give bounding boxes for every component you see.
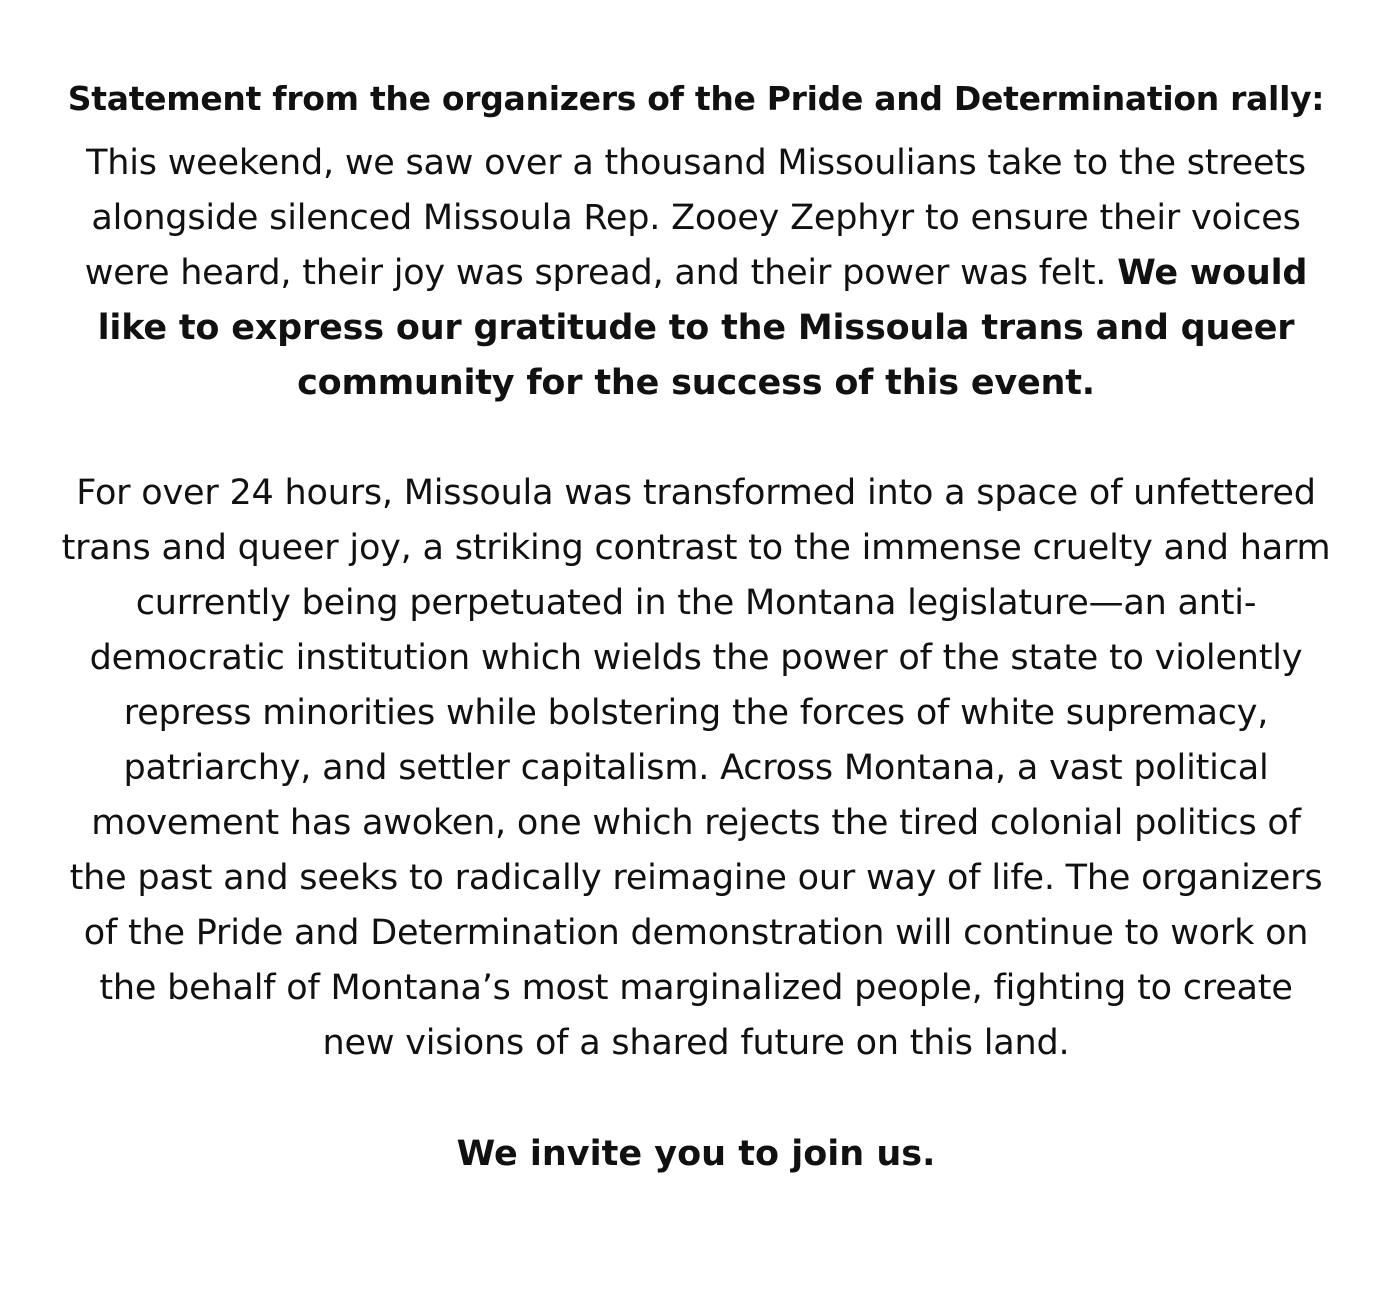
paragraph-gratitude-text: This weekend, we saw over a thousand Missoulians take to the streets alongside silenced Missoula Rep. Zooey Zephyr to ensure their voices were heard, their joy was spread, and their power was felt.: [84, 143, 1306, 293]
statement-title: Statement from the organizers of the Pride and Determination rally:: [67, 79, 1325, 118]
paragraph-gratitude: [61, 136, 1331, 411]
paragraph-gratitude-emphasis: We would like to express our gratitude to the Missoula trans and queer community for the success of this event.: [97, 253, 1308, 403]
paragraph-movement: For over 24 hours, Missoula was transformed into a space of unfettered trans and queer joy, a striking contrast to the immense cruelty and harm currently being perpetuated in the Montana legislature—an anti-democratic institution which wields the power of the state to violently repress minorities while bolstering the forces of white supremacy, patriarchy, and settler capitalism. Across Montana, a vast political movement has awoken, one which rejects the tired colonial politics of the past and seeks to radically reimagine our way of life. The organizers of the Pride and Determination demonstration will continue to work on the behalf of Montana’s most marginalized people, fighting to create new visions of a shared future on this land.: [61, 473, 1331, 1063]
closing-invitation: We invite you to join us.: [456, 1134, 936, 1174]
